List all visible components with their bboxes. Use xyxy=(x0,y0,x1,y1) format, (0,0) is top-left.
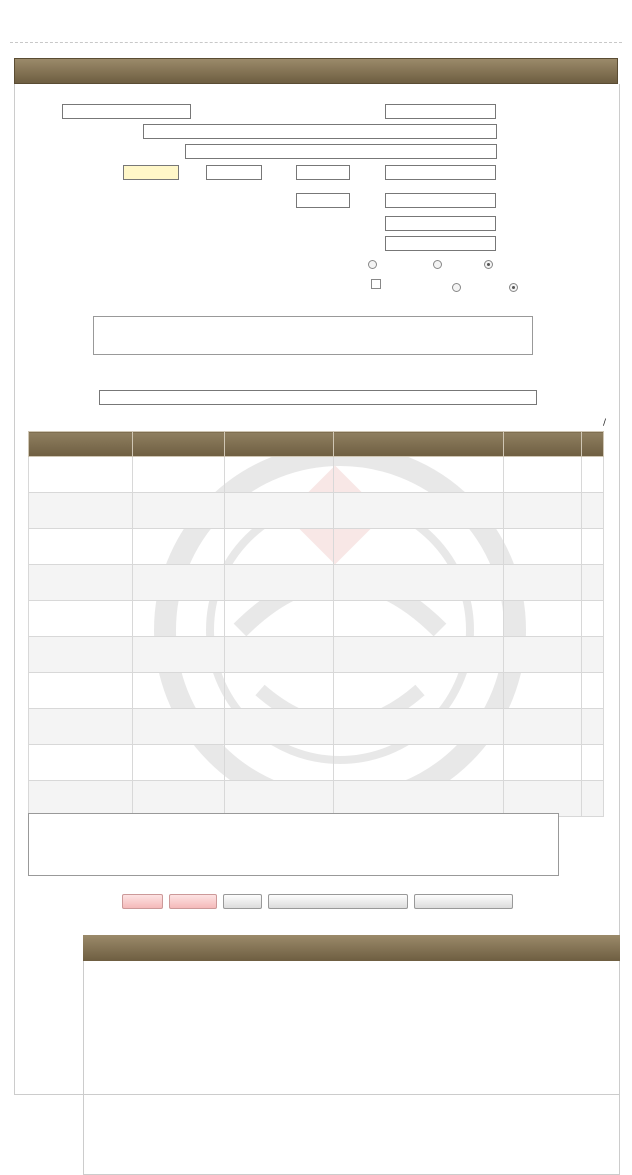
table-row xyxy=(29,493,604,529)
table-row xyxy=(29,601,604,637)
cell-name xyxy=(334,565,504,601)
col-header-row-number xyxy=(582,432,604,457)
cell-code xyxy=(504,673,582,709)
category-radio-goods[interactable] xyxy=(484,260,493,269)
remaining-field xyxy=(123,165,179,180)
cell-name xyxy=(334,529,504,565)
reply-button[interactable] xyxy=(414,894,513,909)
creator-field xyxy=(185,144,497,159)
category-radio-service[interactable] xyxy=(433,260,442,269)
cell-name xyxy=(334,493,504,529)
treasury-checkbox[interactable] xyxy=(371,279,381,289)
cell-name xyxy=(334,781,504,817)
cell-date xyxy=(29,637,133,673)
cell-unit xyxy=(224,493,334,529)
cell-unit xyxy=(224,457,334,493)
cell-row-number xyxy=(582,529,604,565)
cell-qty xyxy=(132,565,224,601)
cell-row-number xyxy=(582,565,604,601)
validity-date-field xyxy=(385,193,496,208)
table-row xyxy=(29,637,604,673)
process-radio-medium[interactable] xyxy=(452,283,461,292)
col-header-code xyxy=(504,432,582,457)
cell-code xyxy=(504,637,582,673)
group-field xyxy=(99,390,537,405)
cell-row-number xyxy=(582,457,604,493)
cell-date xyxy=(29,493,133,529)
attachments-button[interactable] xyxy=(268,894,408,909)
col-header-qty xyxy=(132,432,224,457)
table-row xyxy=(29,745,604,781)
cell-qty xyxy=(132,529,224,565)
table-row xyxy=(29,529,604,565)
cell-unit xyxy=(224,673,334,709)
col-header-name xyxy=(334,432,504,457)
cell-name xyxy=(334,673,504,709)
cell-unit xyxy=(224,601,334,637)
cell-qty xyxy=(132,781,224,817)
announce-field xyxy=(62,104,191,119)
table-row xyxy=(29,781,604,817)
buyer-field xyxy=(143,124,497,139)
table-header-row xyxy=(29,432,604,457)
cell-date xyxy=(29,457,133,493)
cell-qty xyxy=(132,493,224,529)
cell-name xyxy=(334,601,504,637)
col-header-date xyxy=(29,432,133,457)
days-field xyxy=(206,165,262,180)
cell-code xyxy=(504,745,582,781)
cell-code xyxy=(504,709,582,745)
table-row xyxy=(29,709,604,745)
back-button[interactable] xyxy=(169,894,217,909)
category-radio-both[interactable] xyxy=(368,260,377,269)
items-table xyxy=(28,431,604,817)
table-row xyxy=(29,673,604,709)
deadline-time-field xyxy=(296,165,350,180)
cell-code xyxy=(504,457,582,493)
cell-date xyxy=(29,601,133,637)
print-button[interactable] xyxy=(223,894,262,909)
exit-button[interactable] xyxy=(122,894,163,909)
contact-section-title xyxy=(83,935,620,961)
cell-date xyxy=(29,745,133,781)
cell-code xyxy=(504,493,582,529)
cell-unit xyxy=(224,637,334,673)
buyer-notes-field[interactable] xyxy=(28,813,559,876)
cell-name xyxy=(334,457,504,493)
need-number-field xyxy=(385,104,496,119)
cell-date xyxy=(29,529,133,565)
validity-time-field xyxy=(296,193,350,208)
cell-qty xyxy=(132,673,224,709)
cell-row-number xyxy=(582,709,604,745)
page-title xyxy=(14,58,618,84)
cell-qty xyxy=(132,709,224,745)
cell-code xyxy=(504,781,582,817)
cell-unit xyxy=(224,709,334,745)
cell-row-number xyxy=(582,673,604,709)
cell-unit xyxy=(224,745,334,781)
table-row xyxy=(29,457,604,493)
cell-qty xyxy=(132,457,224,493)
cell-row-number xyxy=(582,745,604,781)
cell-qty xyxy=(132,637,224,673)
process-radio-minor[interactable] xyxy=(509,283,518,292)
province-field xyxy=(385,216,496,231)
cell-row-number xyxy=(582,637,604,673)
cell-code xyxy=(504,529,582,565)
cell-qty xyxy=(132,601,224,637)
deadline-date-field xyxy=(385,165,496,180)
cell-unit xyxy=(224,565,334,601)
cell-row-number xyxy=(582,493,604,529)
table-row xyxy=(29,565,604,601)
cell-date xyxy=(29,673,133,709)
cell-date xyxy=(29,781,133,817)
cell-date xyxy=(29,565,133,601)
cell-unit xyxy=(224,529,334,565)
cell-date xyxy=(29,709,133,745)
top-divider xyxy=(10,42,622,43)
cell-name xyxy=(334,745,504,781)
cell-unit xyxy=(224,781,334,817)
cell-qty xyxy=(132,745,224,781)
cell-row-number xyxy=(582,781,604,817)
cell-row-number xyxy=(582,601,604,637)
contact-panel xyxy=(83,961,620,1175)
col-header-unit xyxy=(224,432,334,457)
cell-code xyxy=(504,601,582,637)
cell-name xyxy=(334,709,504,745)
cell-name xyxy=(334,637,504,673)
cell-code xyxy=(504,565,582,601)
summary-field[interactable] xyxy=(93,316,533,355)
city-field xyxy=(385,236,496,251)
pagination: / xyxy=(602,418,606,428)
